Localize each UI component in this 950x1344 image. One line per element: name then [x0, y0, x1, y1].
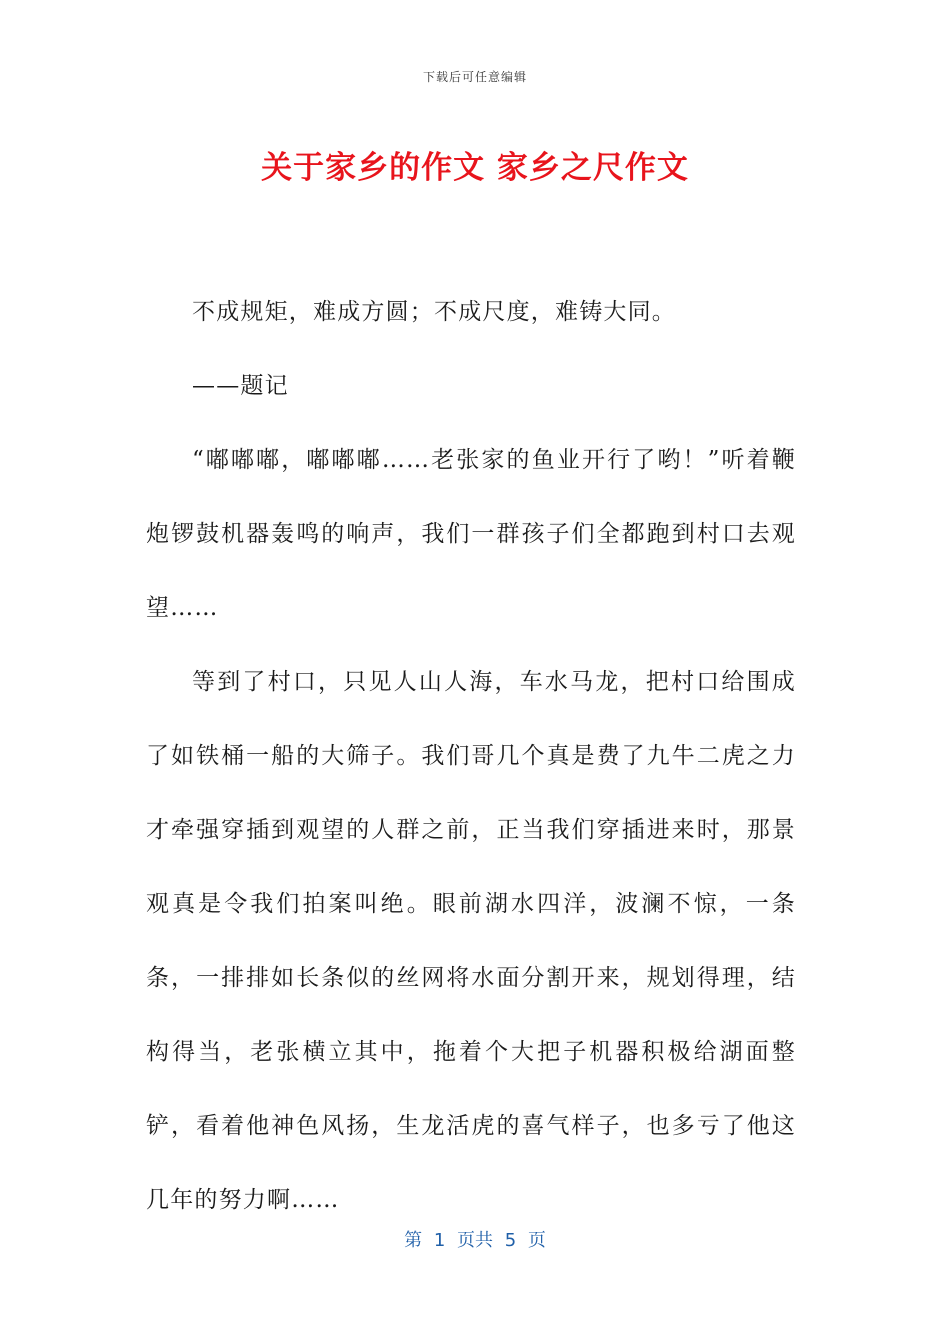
paragraph-intro: “嘟嘟嘟，嘟嘟嘟……老张家的鱼业开行了哟！”听着鞭炮锣鼓机器轰鸣的响声，我们一群孩子们全都跑到村口去观望…… [146, 447, 796, 621]
footer-suffix: 页 [527, 1230, 546, 1251]
page-footer [0, 1226, 950, 1252]
footer-middle: 页共 [457, 1230, 493, 1251]
header-note: 下载后可任意编辑 [422, 70, 527, 84]
paragraph-main: 等到了村口，只见人山人海，车水马龙，把村口给围成了如铁桶一船的大筛子。我们哥几个真是费了九牛二虎之力才牵强穿插到观望的人群之前，正当我们穿插进来时，那景观真是令我们拍案叫绝。眼前湖水四洋，波澜不惊，一条条，一排排如长条似的丝网将水面分割开来，规划得理，结构得当，老张横立其中，拖着个大把子机器积极给湖面整铲，看着他神色风扬，生龙活虎的喜气样子，也多亏了他这几年的努力啊…… [146, 669, 796, 1213]
epigraph-attribution: ——题记 [192, 373, 289, 399]
document-body [146, 275, 796, 1237]
document-title: 关于家乡的作文 家乡之尺作文 [261, 150, 689, 186]
footer-page-number: 1 [433, 1230, 446, 1251]
footer-total-pages: 5 [504, 1230, 517, 1251]
epigraph: 不成规矩，难成方圆；不成尺度，难铸大同。 [192, 299, 676, 325]
footer-prefix: 第 [404, 1230, 423, 1251]
